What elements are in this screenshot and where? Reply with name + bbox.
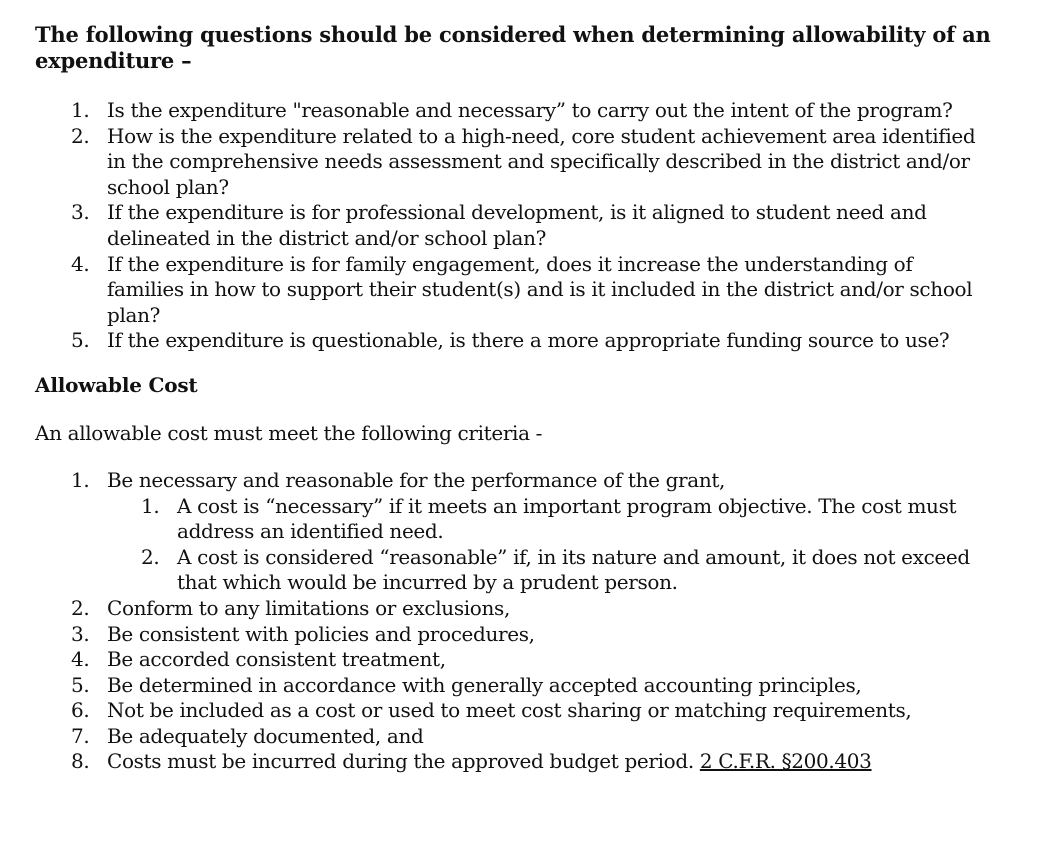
question-item [35, 252, 995, 329]
criteria-text: Conform to any limitations or exclusions, [107, 595, 510, 620]
criteria-text: Not be included as a cost or used to meet cost sharing or matching requirements, [107, 698, 912, 723]
list-number: 3. [71, 621, 90, 646]
criteria-item [35, 724, 995, 750]
criteria-text: Be determined in accordance with generally accepted accounting principles, [107, 672, 862, 697]
questions-list [35, 98, 995, 354]
criteria-item [35, 698, 995, 724]
criteria-list [35, 468, 995, 775]
criteria-item [35, 673, 995, 699]
question-text: If the expenditure is for professional development, is it aligned to student need and delineated in the district and/or school plan? [107, 200, 927, 250]
list-number: 3. [71, 200, 90, 225]
question-item [35, 328, 995, 354]
list-number: 2. [71, 595, 90, 620]
list-number: 8. [71, 749, 90, 774]
criteria-sub-item [35, 494, 995, 545]
criteria-sub-list [107, 494, 995, 596]
list-number: 4. [71, 251, 90, 276]
question-text: Is the expenditure "reasonable and necessary” to carry out the intent of the program? [107, 98, 953, 122]
list-number: 5. [71, 672, 90, 697]
criteria-sub-text: A cost is “necessary” if it meets an important program objective. The cost must address an identified need. [177, 493, 957, 544]
list-number: 2. [141, 544, 160, 569]
criteria-text: Be necessary and reasonable for the performance of the grant, [107, 467, 726, 492]
citation-link-2cfr-200-403[interactable]: 2 C.F.R. §200.403 [699, 749, 872, 774]
question-item [35, 98, 995, 124]
list-number: 6. [71, 698, 90, 723]
list-number: 1. [141, 493, 160, 518]
question-text: How is the expenditure related to a high-need, core student achievement area identified in the comprehensive needs assessment and specifically described in the district and/or school plan? [107, 123, 976, 199]
criteria-item [35, 622, 995, 648]
criteria-sub-text: A cost is considered “reasonable” if, in its nature and amount, it does not exceed that which would be incurred by a prudent person. [177, 544, 970, 595]
list-number: 1. [71, 98, 90, 122]
page-heading: The following questions should be considered when determining allowability of an expenditure – [35, 22, 991, 73]
question-text: If the expenditure is questionable, is there a more appropriate funding source to use? [107, 328, 950, 353]
criteria-sub-item [35, 545, 995, 596]
criteria-text: Be accorded consistent treatment, [107, 647, 446, 672]
list-number: 2. [71, 123, 90, 148]
question-item [35, 124, 995, 201]
criteria-item [35, 749, 995, 775]
question-text: If the expenditure is for family engagement, does it increase the understanding of families in how to support their student(s) and is it included in the district and/or school plan? [107, 251, 973, 327]
question-item [35, 200, 995, 251]
criteria-item [35, 596, 995, 622]
section-heading-allowable-cost: Allowable Cost [35, 372, 198, 397]
criteria-item [35, 468, 995, 596]
criteria-text: Be consistent with policies and procedures, [107, 621, 535, 646]
list-number: 7. [71, 723, 90, 748]
document-page [35, 22, 995, 775]
criteria-text: Costs must be incurred during the approved budget period. [107, 749, 694, 774]
criteria-intro: An allowable cost must meet the following criteria - [35, 420, 543, 445]
list-number: 1. [71, 467, 90, 492]
list-number: 4. [71, 647, 90, 672]
criteria-item [35, 647, 995, 673]
criteria-text: Be adequately documented, and [107, 723, 424, 748]
list-number: 5. [71, 328, 90, 353]
